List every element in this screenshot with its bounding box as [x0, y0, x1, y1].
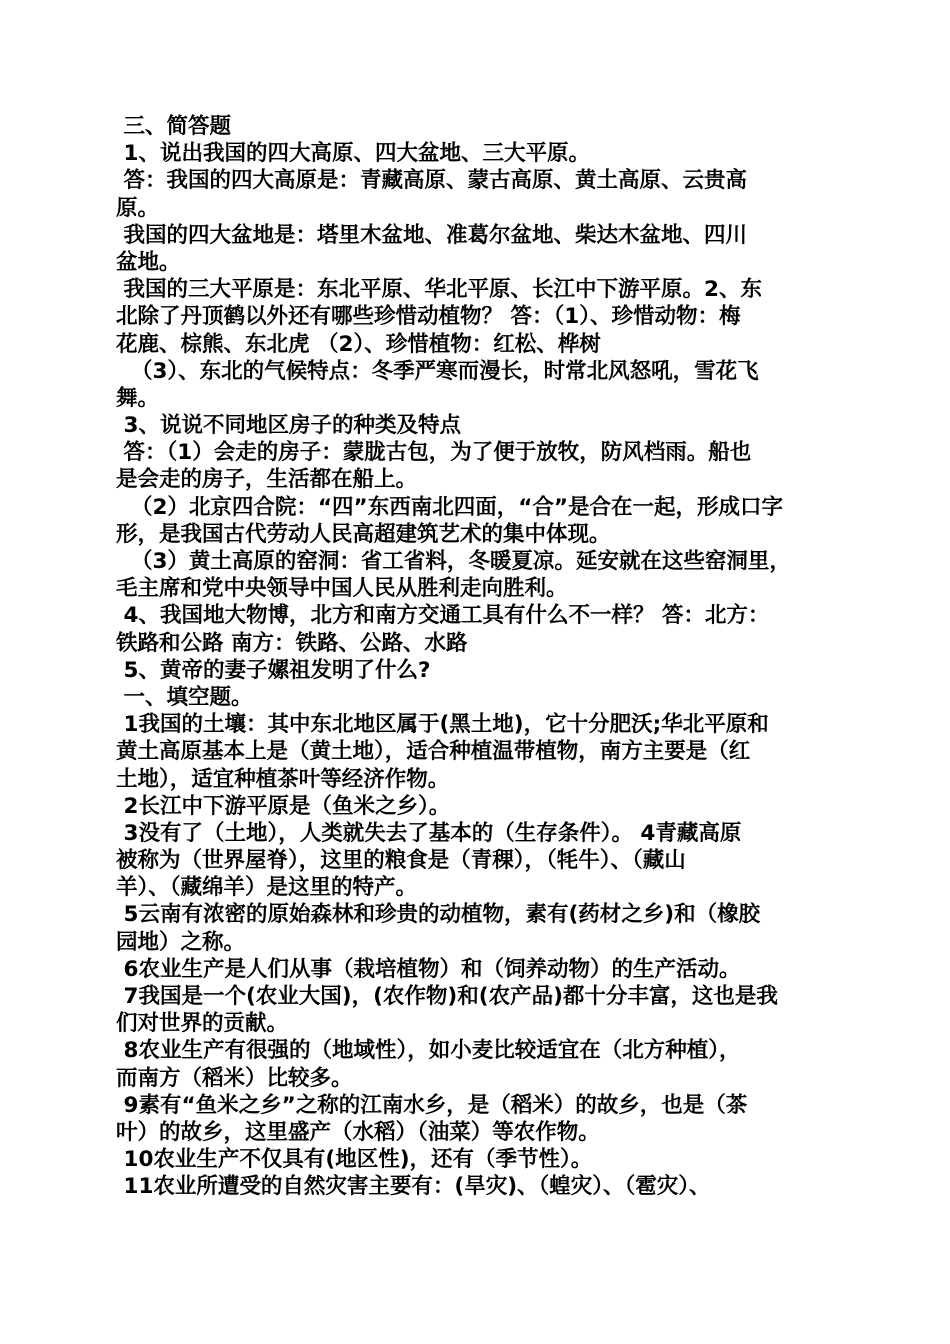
- answer-line: （2）北京四合院：“四”东西南北四面，“合”是合在一起，形成口字: [116, 494, 783, 520]
- fill-item-line: 被称为（世界屋脊），这里的粮食是（青稞），（牦牛）、（藏山: [116, 848, 686, 874]
- fill-item-11: 11农业所遭受的自然灾害主要有：(旱灾)、（蝗灾）、（雹灾）、: [116, 1174, 711, 1200]
- question-3: 3、说说不同地区房子的种类及特点: [116, 413, 461, 439]
- fill-item-8: 8农业生产有很强的（地域性），如小麦比较适宜在（北方种植），: [116, 1038, 741, 1064]
- fill-item-10: 10农业生产不仅具有(地区性)，还有（季节性）。: [116, 1147, 593, 1173]
- fill-item-line: 叶）的故乡，这里盛产（水稻）（油菜）等农作物。: [116, 1119, 600, 1145]
- fill-item-line: 土地），适宜种植茶叶等经济作物。: [116, 766, 450, 792]
- answer-line: 是会走的房子，生活都在船上。: [116, 467, 418, 493]
- fill-item-2: 2长江中下游平原是（鱼米之乡）。: [116, 793, 451, 819]
- question-1: 1、说出我国的四大高原、四大盆地、三大平原。: [116, 141, 590, 167]
- answer-line: （3）、东北的气候特点：冬季严寒而漫长，时常北风怒吼，雪花飞: [116, 358, 759, 384]
- question-5: 5、黄帝的妻子嫘祖发明了什么?: [116, 657, 431, 683]
- answer-line: 花鹿、棕熊、东北虎 （2）、珍惜植物：红松、桦树: [116, 331, 601, 357]
- question-2: 北除了丹顶鹤以外还有哪些珍惜动植物？ 答：（1）、珍惜动物：梅: [116, 304, 741, 330]
- answer-line: （3）黄土高原的窑洞：省工省料，冬暖夏凉。延安就在这些窑洞里，: [116, 549, 791, 574]
- answer-line: 盆地。: [116, 249, 181, 275]
- answer-line: 铁路和公路 南方：铁路、公路、水路: [116, 630, 468, 656]
- fill-item-line: 黄土高原基本上是（黄土地），适合种植温带植物，南方主要是（红: [116, 739, 751, 765]
- section-heading-short-answer: 三、简答题: [116, 114, 231, 139]
- fill-item-7: 7我国是一个(农业大国)，(农作物)和(农产品)都十分丰富，这也是我: [116, 984, 778, 1009]
- fill-item-line: 园地）之称。: [116, 929, 246, 955]
- fill-item-6: 6农业生产是人们从事（栽培植物）和（饲养动物）的生产活动。: [116, 956, 741, 982]
- answer-line: 答：（1）会走的房子：蒙胧古包，为了便于放牧，防风档雨。船也: [116, 440, 752, 466]
- fill-item-3: 3没有了（土地），人类就失去了基本的（生存条件）。 4青藏高原: [116, 820, 742, 846]
- answer-line: 我国的四大盆地是：塔里木盆地、准葛尔盆地、柴达木盆地、四川: [116, 222, 747, 248]
- answer-line: 舞。: [116, 385, 160, 411]
- answer-line: 我国的三大平原是：东北平原、华北平原、长江中下游平原。2、东: [116, 277, 762, 303]
- fill-item-1: 1我国的土壤：其中东北地区属于(黑土地)，它十分肥沃;华北平原和: [116, 712, 769, 738]
- fill-item-line: 而南方（稻米）比较多。: [116, 1065, 353, 1091]
- fill-item-line: 们对世界的贡献。: [116, 1011, 289, 1037]
- answer-line: 毛主席和党中央领导中国人民从胜利走向胜利。: [116, 576, 568, 602]
- fill-item-9: 9素有“鱼米之乡”之称的江南水乡，是（稻米）的故乡，也是（茶: [116, 1092, 748, 1118]
- question-4: 4、我国地大物博，北方和南方交通工具有什么不一样？ 答：北方：: [116, 603, 770, 629]
- section-heading-fill-blank: 一、填空题。: [116, 684, 253, 710]
- answer-line: 形，是我国古代劳动人民高超建筑艺术的集中体现。: [116, 521, 611, 547]
- document-body: [116, 113, 844, 1201]
- fill-item-line: 羊）、（藏绵羊）是这里的特产。: [116, 875, 418, 901]
- fill-item-5: 5云南有浓密的原始森林和珍贵的动植物，素有(药材之乡)和（橡胶: [116, 902, 761, 928]
- answer-line: 答：我国的四大高原是：青藏高原、蒙古高原、黄土高原、云贵高: [116, 168, 747, 194]
- answer-line: 原。: [116, 195, 160, 221]
